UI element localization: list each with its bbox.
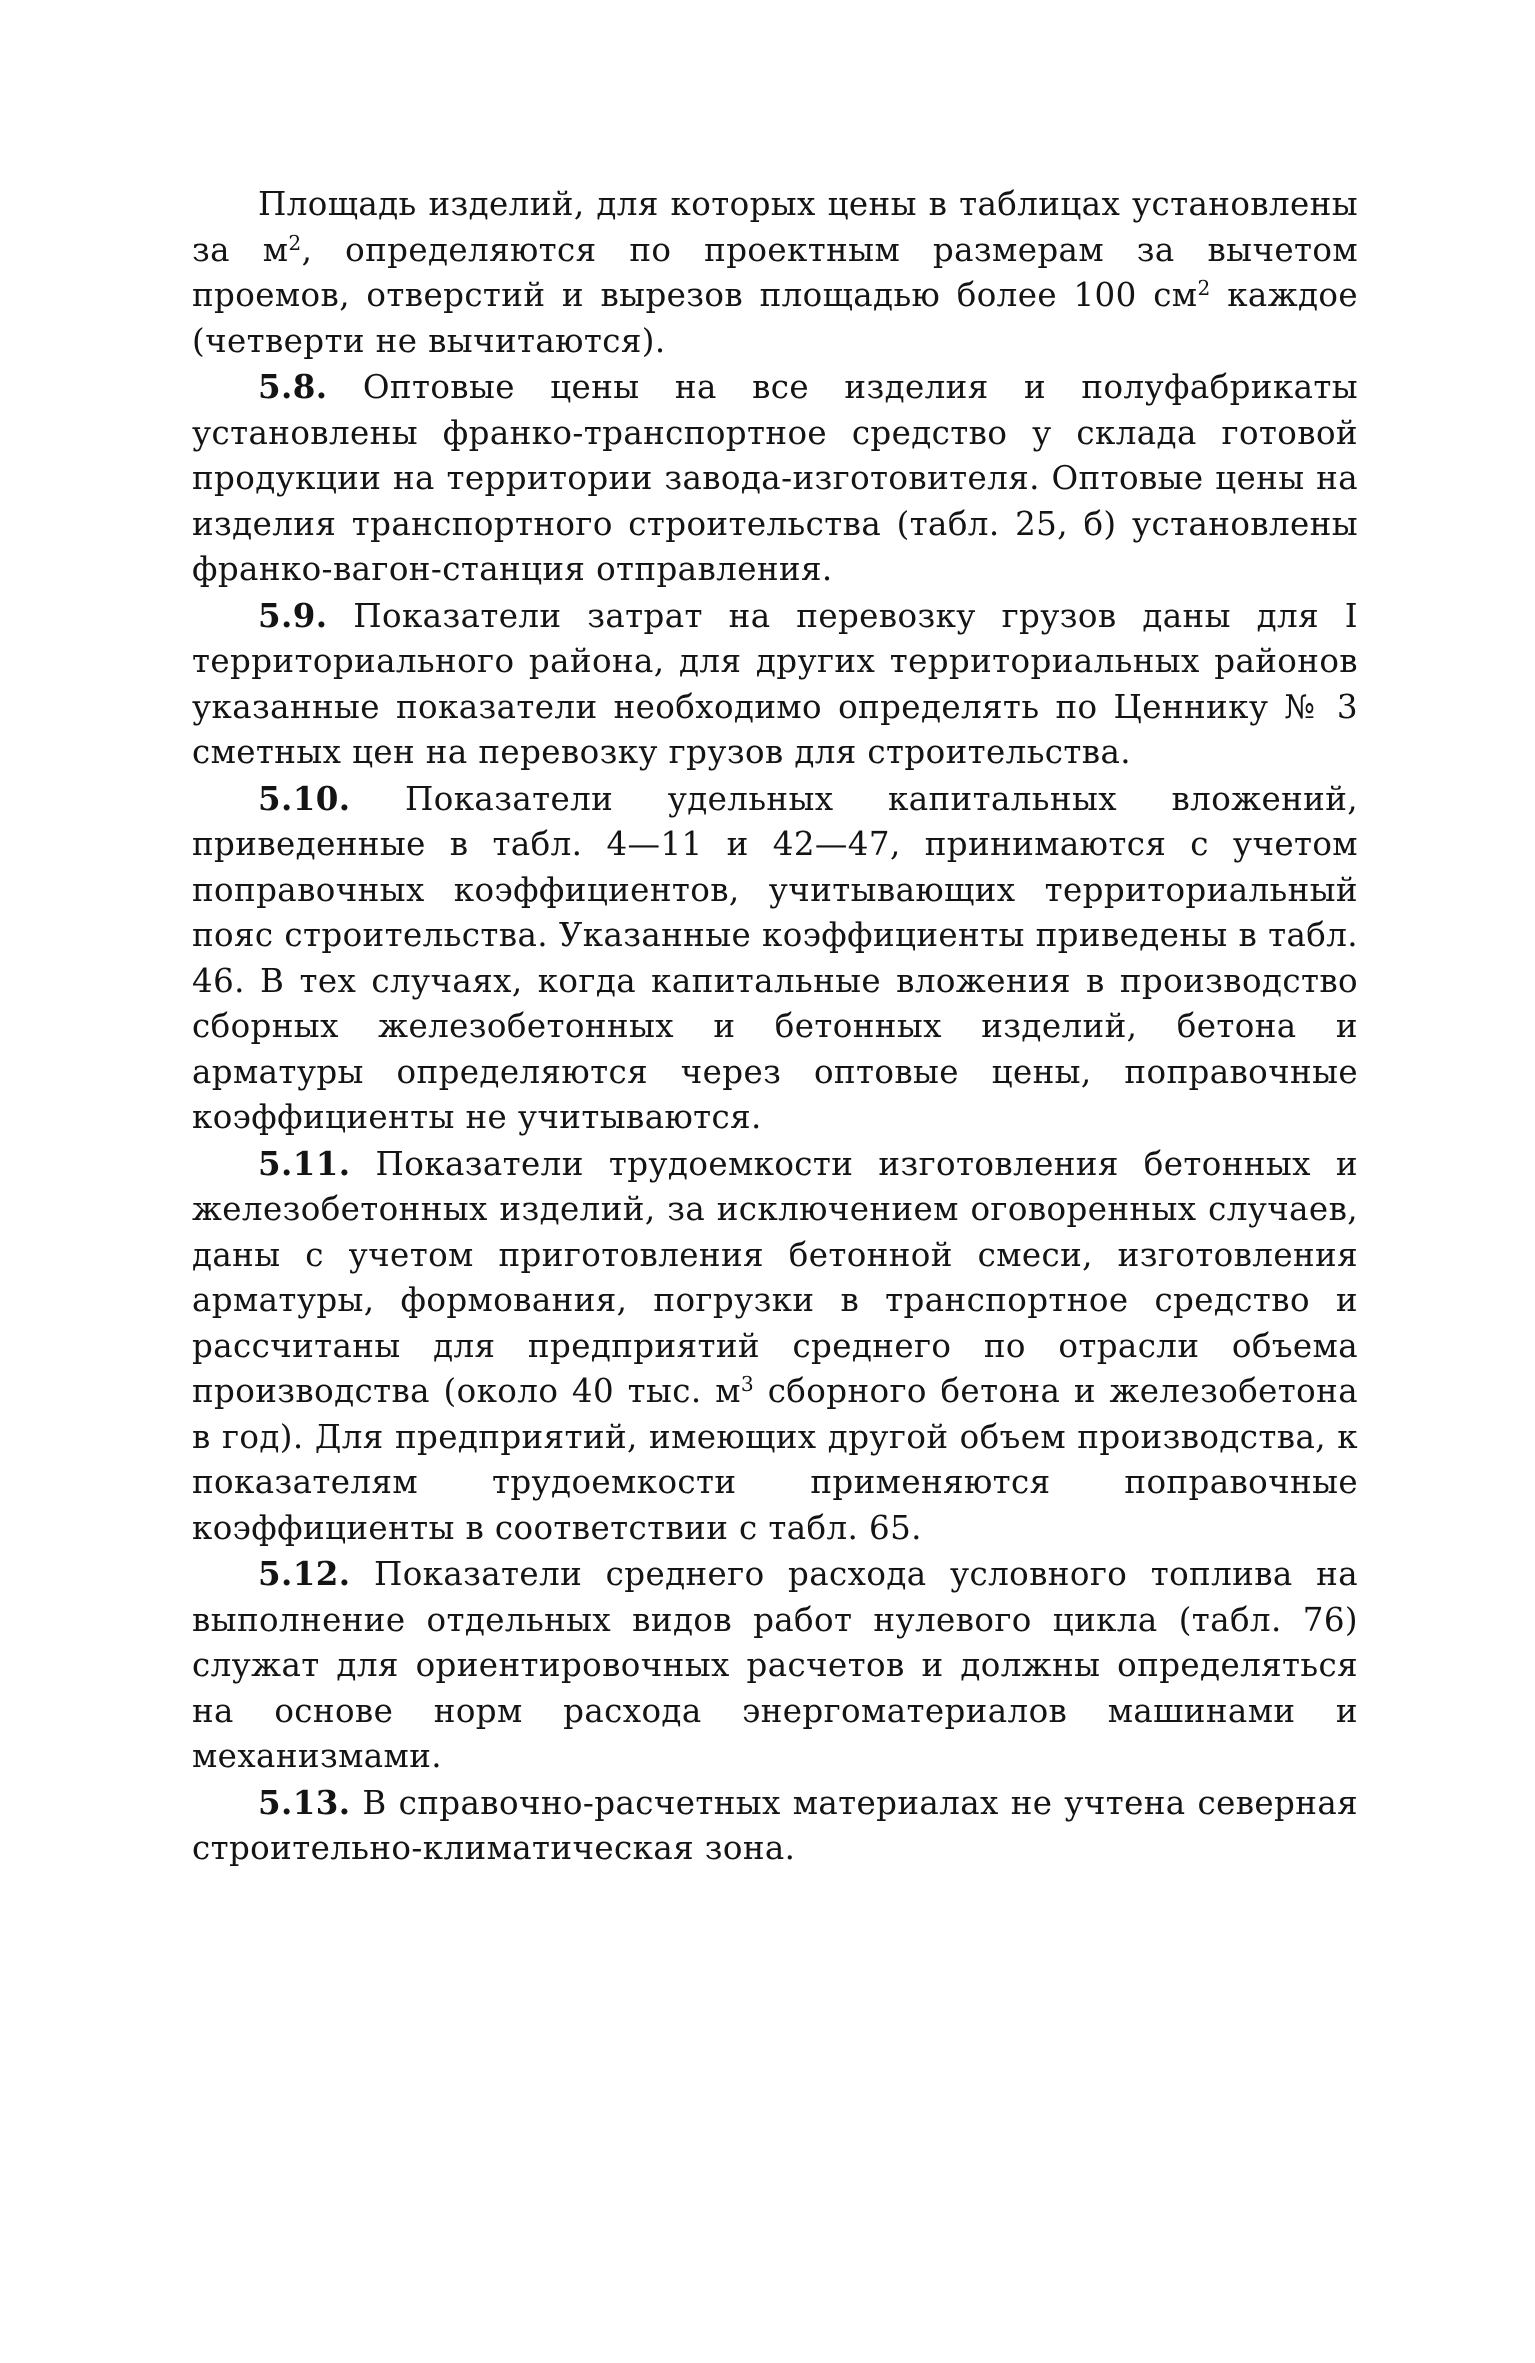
paragraph-number: 5.8. [258,367,328,406]
paragraph-text: Показатели среднего расхода условного топлива на выполнение отдельных видов работ нулевого цикла (табл. 76) служат для ориентировочных расчетов и должны определяться на основе норм расхода энергоматериалов машинами и механизмами. [192,1555,1358,1775]
intro-paragraph [192,182,1358,364]
intro-text-start: Площадь изделий, для которых цены в таблицах установлены за м [192,185,1358,269]
paragraph-5-8 [192,364,1358,593]
paragraph-number: 5.9. [258,595,328,635]
paragraph-number: 5.11. [258,1143,351,1183]
paragraph-5-13 [192,1780,1358,1872]
paragraph-text-start: Показатели трудоемкости изготовления бетонных и железобетонных изделий, за исключением оговоренных случаев, даны с учетом приготовления бетонной смеси, изготовления арматуры, формования, погрузки в транспортное средство и рассчитаны для предприятий среднего по отрасли объема производства (около 40 тыс. м [192,1144,1358,1410]
superscript-2: 2 [288,230,302,255]
paragraph-5-10 [192,776,1358,1141]
paragraph-text-end: сборного бетона и железобетона в год). Для предприятий, имеющих другой объем производства, к показателям трудоемкости применяются поправочные коэффициенты в соответствии с табл. 65. [192,1372,1358,1547]
paragraph-5-11 [192,1141,1358,1552]
superscript-2: 2 [1197,275,1211,300]
document-page [192,182,1358,1872]
intro-text-middle: , определяются по проектным размерам за вычетом проемов, отверстий и вырезов площадью более 100 см [192,230,1358,314]
paragraph-5-9 [192,593,1358,776]
intro-text-end: каждое (четверти не вычитаются). [192,276,1358,360]
paragraph-number: 5.12. [258,1554,351,1593]
paragraph-text: Показатели затрат на перевозку грузов даны для I территориального района, для других территориальных районов указанные показатели необходимо определять по Ценнику № 3 сметных цен на перевозку грузов для строительства. [192,596,1358,771]
paragraph-text: Оптовые цены на все изделия и полуфабрикаты установлены франко-транспортное средство у склада готовой продукции на территории завода-изготовителя. Оптовые цены на изделия транспортного строительства (табл. 25, б) установлены франко-вагон-станция отправления. [192,368,1358,588]
paragraph-number: 5.13. [258,1782,351,1822]
superscript-3: 3 [740,1371,755,1396]
paragraph-text: Показатели удельных капитальных вложений, приведенные в табл. 4—11 и 42—47, принимаются с учетом поправочных коэффициентов, учитывающих территориальный пояс строительства. Указанные коэффициенты приведены в табл. 46. В тех случаях, когда капитальные вложения в производство сборных железобетонных и бетонных изделий, бетона и арматуры определяются через оптовые цены, поправочные коэффициенты не учитываются. [192,779,1359,1136]
paragraph-text: В справочно-расчетных материалах не учтена северная строительно-климатическая зона. [192,1783,1359,1867]
paragraph-number: 5.10. [258,778,351,818]
paragraph-5-12 [192,1551,1358,1780]
